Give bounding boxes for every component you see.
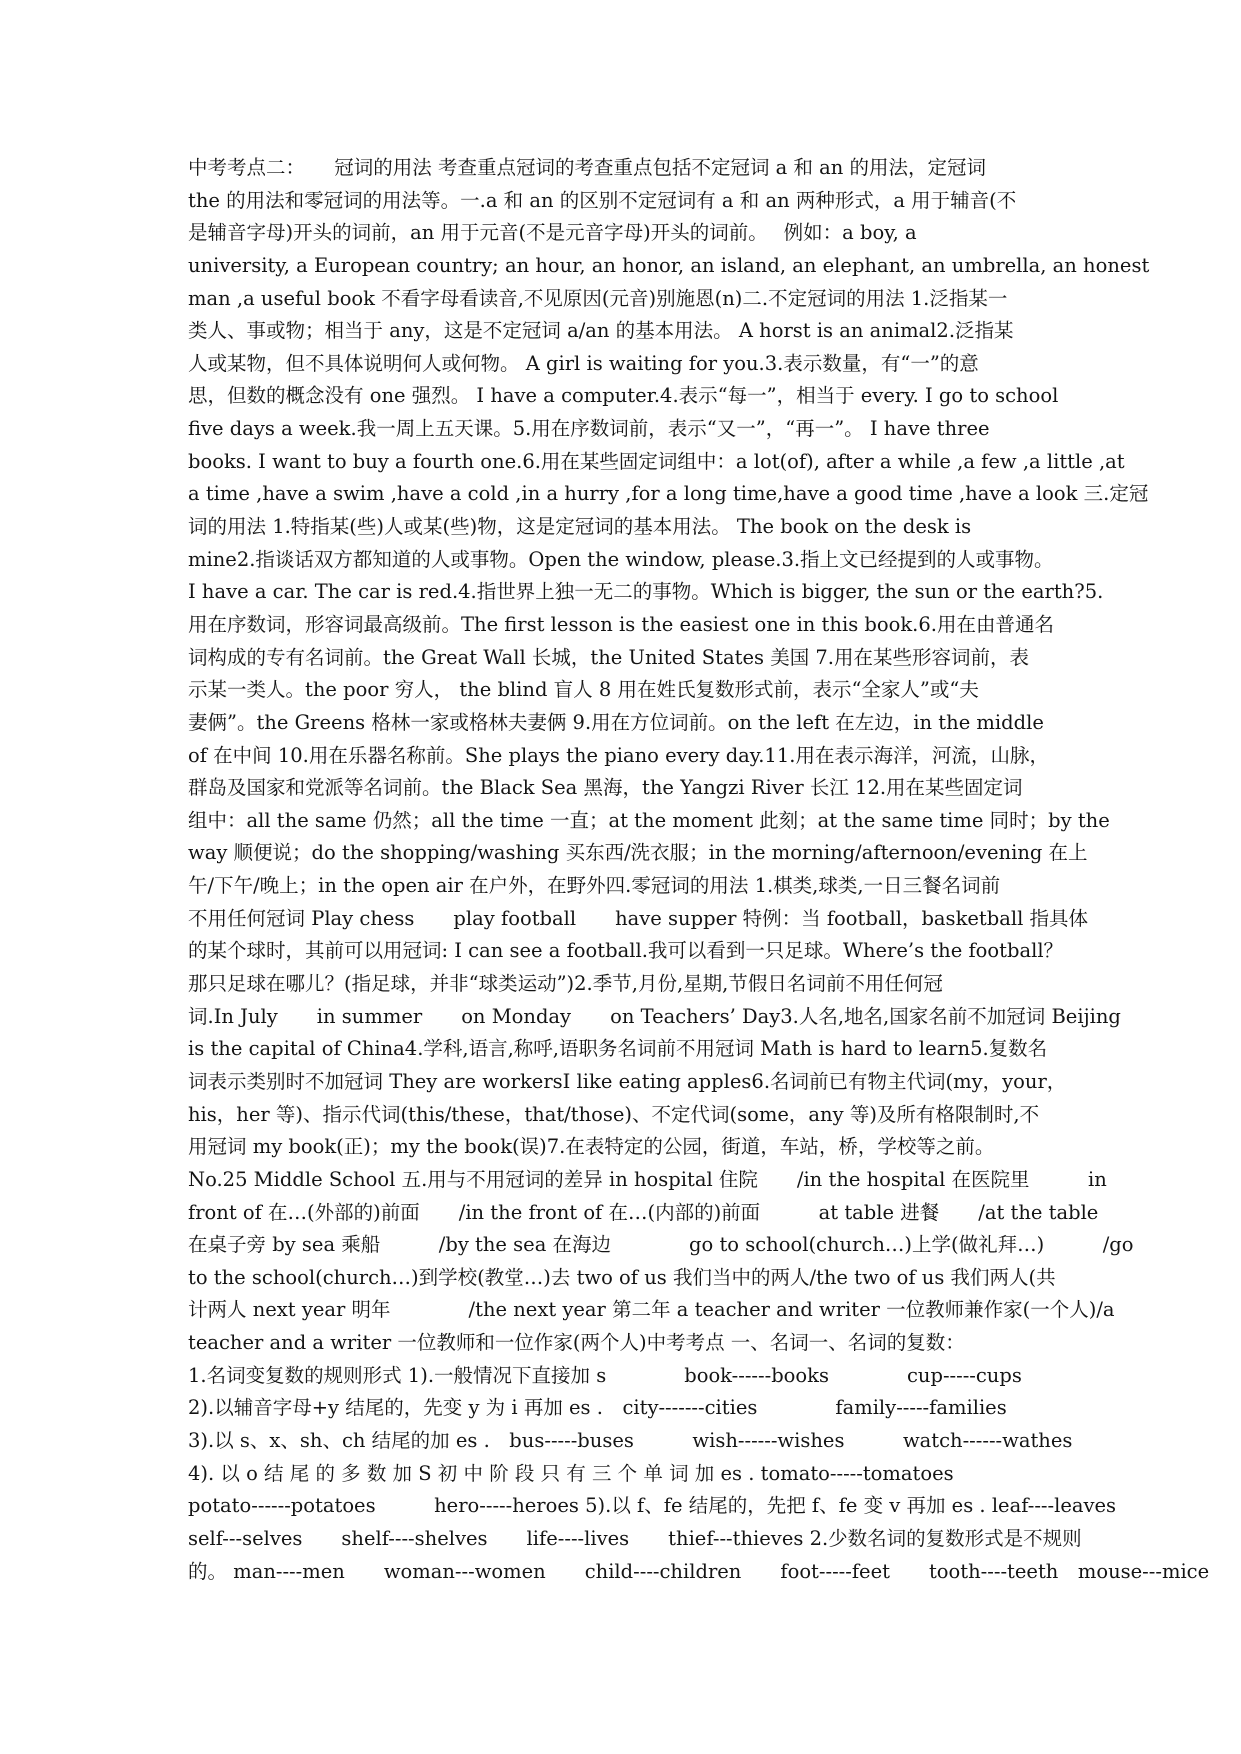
text-line: 示某一类人。the poor 穷人， the blind 盲人 8 用在姓氏复数形式前，表示“全家人”或“夫 [188,678,979,702]
text-line: 的。 man----men woman---women child----children foot-----feet tooth----teeth mouse---mice [188,1559,1210,1583]
text-line: teacher and a writer 一位教师和一位作家(两个人)中考考点 一、名词一、名词的复数： [188,1331,965,1355]
text-line: 的某个球时，其前可以用冠词: I can see a football.我可以看到一只足球。Where’s the football？ [188,939,1064,963]
text-line: 群岛及国家和党派等名词前。the Black Sea 黑海，the Yangzi River 长江 12.用在某些固定词 [188,776,1023,800]
text-line: five days a week.我一周上五天课。5.用在序数词前，表示“又一”，“再一”。 I have three [188,417,990,441]
text-line: to the school(church…)到学校(教堂…)去 two of us 我们当中的两人/the two of us 我们两人(共 [188,1265,1056,1289]
text-line: 人或某物，但不具体说明何人或何物。 A girl is waiting for you.3.表示数量，有“一”的意 [188,351,979,375]
text-line: 词构成的专有名词前。the Great Wall 长城，the United States 美国 7.用在某些形容词前，表 [188,645,1030,669]
text-line: I have a car. The car is red.4.指世界上独一无二的事物。Which is bigger, the sun or the earth?5. [188,580,1104,604]
text-line: 4). 以 o 结 尾 的 多 数 加 S 初 中 阶 段 只 有 三 个 单 词 加 es . tomato-----tomatoes [188,1461,954,1485]
text-line: 3).以 s、x、sh、ch 结尾的加 es . bus-----buses wish------wishes watch------wathes [188,1428,1073,1452]
text-line: 午/下午/晚上；in the open air 在户外，在野外四.零冠词的用法 1.棋类,球类,一日三餐名词前 [188,874,1001,898]
text-line: No.25 Middle School 五.用与不用冠词的差异 in hospital 住院 /in the hospital 在医院里 in [188,1167,1107,1191]
text-line: 计两人 next year 明年 /the next year 第二年 a teacher and writer 一位教师兼作家(一个人)/a [188,1298,1115,1322]
text-line: mine2.指谈话双方都知道的人或事物。Open the window, please.3.指上文已经提到的人或事物。 [188,547,1054,571]
text-line: 中考考点二： 冠词的用法 考查重点冠词的考查重点包括不定冠词 a 和 an 的用法，定冠词 [188,156,987,179]
text-line: 不用任何冠词 Play chess play football have supper 特例：当 football，basketball 指具体 [188,906,1089,930]
text-line: a time ,have a swim ,have a cold ,in a hurry ,for a long time,have a good time ,have a look 三.定冠 [188,482,1149,506]
text-line: 是辅音字母)开头的词前，an 用于元音(不是元音字母)开头的词前。 例如：a boy, a [188,221,917,245]
text-line: 用在序数词，形容词最高级前。The first lesson is the easiest one in this book.6.用在由普通名 [188,612,1054,636]
text-line: 思，但数的概念没有 one 强烈。 I have a computer.4.表示“每一”，相当于 every. I go to school [188,384,1059,408]
text-line: 词表示类别时不加冠词 They are workersI like eating apples6.名词前已有物主代词(my，your， [188,1069,1067,1093]
text-line: 那只足球在哪儿？(指足球，并非“球类运动”)2.季节,月份,星期,节假日名词前不用任何冠 [188,972,943,996]
text-line: 2).以辅音字母+y 结尾的，先变 y 为 i 再加 es . city-------cities family-----families [188,1396,1007,1420]
text-line: 妻俩”。the Greens 格林一家或格林夫妻俩 9.用在方位词前。on the left 在左边，in the middle [188,710,1044,734]
text-line: 用冠词 my book(正)；my the book(误)7.在表特定的公园，街道，车站，桥，学校等之前。 [188,1135,995,1159]
text-line: front of 在…(外部的)前面 /in the front of 在…(内部的)前面 at table 进餐 /at the table [188,1200,1099,1224]
text-line: potato------potatoes hero-----heroes 5).以 f、fe 结尾的，先把 f、fe 变 v 再加 es . leaf----leaves [188,1494,1117,1518]
text-line: man ,a useful book 不看字母看读音,不见原因(元音)别施恩(n)二.不定冠词的用法 1.泛指某一 [188,286,1008,310]
text-line: university, a European country; an hour, an honor, an island, an elephant, an umbrella, an honest [188,253,1150,277]
text-line: 组中：all the same 仍然；all the time 一直；at the moment 此刻；at the same time 同时；by the [188,808,1110,832]
text-line: books. I want to buy a fourth one.6.用在某些固定词组中：a lot(of), after a while ,a few ,a little ,at [188,449,1125,473]
body-text [188,152,1210,1588]
text-line: 词的用法 1.特指某(些)人或某(些)物，这是定冠词的基本用法。 The book on the desk is [188,515,972,539]
text-line: 类人、事或物；相当于 any，这是不定冠词 a/an 的基本用法。 A horst is an animal2.泛指某 [188,319,1014,343]
text-line: the 的用法和零冠词的用法等。一.a 和 an 的区别不定冠词有 a 和 an 两种形式，a 用于辅音(不 [188,188,1017,212]
text-line: is the capital of China4.学科,语言,称呼,语职务名词前不用冠词 Math is hard to learn5.复数名 [188,1037,1048,1061]
text-line: his，her 等)、指示代词(this/these，that/those)、不定代词(some，any 等)及所有格限制时,不 [188,1102,1040,1126]
text-line: way 顺便说；do the shopping/washing 买东西/洗衣服；in the morning/afternoon/evening 在上 [188,841,1088,865]
text-line: of 在中间 10.用在乐器名称前。She plays the piano every day.11.用在表示海洋，河流，山脉， [188,743,1049,767]
text-line: 词.In July in summer on Monday on Teachers’ Day3.人名,地名,国家名前不加冠词 Beijing [188,1004,1121,1028]
text-line: 1.名词变复数的规则形式 1).一般情况下直接加 s book------books cup-----cups [188,1363,1022,1387]
text-line: self---selves shelf----shelves life----lives thief---thieves 2.少数名词的复数形式是不规则 [188,1526,1082,1550]
text-line: 在桌子旁 by sea 乘船 /by the sea 在海边 go to school(church…)上学(做礼拜…) /go [188,1233,1134,1257]
